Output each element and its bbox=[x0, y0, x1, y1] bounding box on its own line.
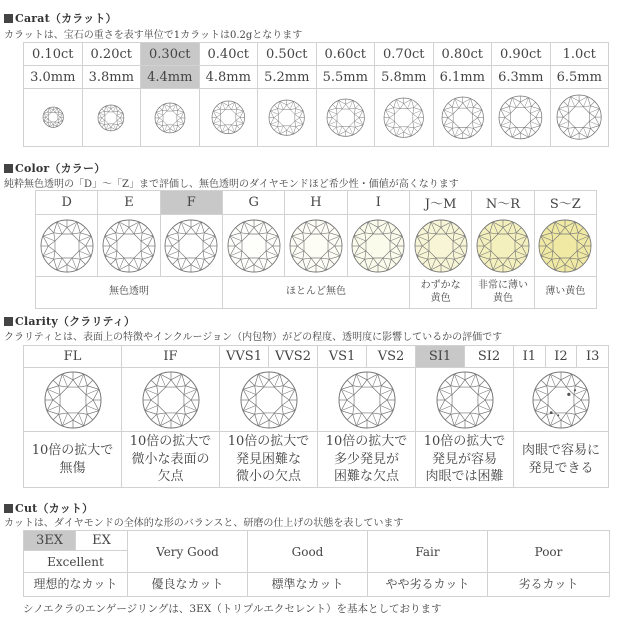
color-gem-cell-1 bbox=[98, 215, 160, 277]
carat-weight-9: 1.0ct bbox=[550, 43, 609, 66]
diamond-icon bbox=[153, 101, 187, 135]
clarity-note-4: 10倍の拡大で 発見が容易 肉眼では困難 bbox=[416, 432, 514, 488]
carat-gem-cell-3 bbox=[199, 89, 258, 147]
carat-diameter-8: 6.3mm bbox=[492, 66, 551, 89]
color-gem-cell-0 bbox=[36, 215, 98, 277]
cut-footer-note: シノエクラのエンゲージリングは、3EX（トリプルエクセレント）を基本としております bbox=[23, 603, 442, 615]
cut-grade-poor: Poor bbox=[488, 531, 610, 573]
carat-gem-cell-5 bbox=[316, 89, 375, 147]
cut-description: カットは、ダイヤモンドの全体的な形のバランスと、研磨の仕上げの状態を表しています bbox=[4, 518, 404, 529]
diamond-icon bbox=[531, 370, 591, 430]
clarity-gem-cell-2 bbox=[220, 368, 318, 432]
color-table bbox=[35, 190, 597, 309]
carat-gem-cell-7 bbox=[433, 89, 492, 147]
clarity-grade-5: VS2 bbox=[367, 346, 416, 368]
square-bullet-icon bbox=[4, 504, 13, 513]
carat-weight-6: 0.70ct bbox=[375, 43, 434, 66]
color-description: 純粋無色透明の「D」～「Z」まで評価し、無色透明のダイヤモンドほど希少性・価値が高くなります bbox=[4, 179, 459, 190]
clarity-gem-cell-0 bbox=[24, 368, 122, 432]
color-gem-cell-4 bbox=[285, 215, 347, 277]
clarity-section-title: Clarity（クラリティ） bbox=[4, 313, 135, 329]
cut-grade-excellent: Excellent bbox=[24, 551, 128, 573]
cut-note-poor: 劣るカット bbox=[488, 573, 610, 597]
carat-gem-cell-2 bbox=[141, 89, 200, 147]
color-section-title: Color（カラー） bbox=[4, 160, 105, 176]
clarity-table bbox=[23, 345, 609, 488]
clarity-note-2: 10倍の拡大で 発見困難な 微小の欠点 bbox=[220, 432, 318, 488]
clarity-gem-cell-1 bbox=[122, 368, 220, 432]
square-bullet-icon bbox=[4, 317, 13, 326]
color-grade-3: G bbox=[222, 191, 284, 215]
clarity-description: クラリティとは、表面上の特徴やインクルージョン（内包物）がどの程度、透明度に影響しているかの評価です bbox=[4, 332, 503, 343]
carat-gem-cell-8 bbox=[492, 89, 551, 147]
clarity-grade-8: I1 bbox=[514, 346, 546, 368]
color-gem-cell-8 bbox=[534, 215, 596, 277]
clarity-grade-2: VVS1 bbox=[220, 346, 269, 368]
carat-table bbox=[23, 42, 609, 147]
carat-weight-2: 0.30ct bbox=[141, 43, 200, 66]
cut-note-very-good: 優良なカット bbox=[128, 573, 248, 597]
diamond-icon bbox=[96, 103, 126, 133]
clarity-grade-3: VVS2 bbox=[269, 346, 318, 368]
cut-grade-ex: EX bbox=[76, 531, 128, 551]
carat-weight-0: 0.10ct bbox=[24, 43, 83, 66]
clarity-gem-cell-3 bbox=[318, 368, 416, 432]
diamond-icon bbox=[337, 370, 397, 430]
carat-diameter-0: 3.0mm bbox=[24, 66, 83, 89]
diamond-icon bbox=[475, 218, 531, 274]
square-bullet-icon bbox=[4, 164, 13, 173]
diamond-icon bbox=[39, 218, 95, 274]
color-grade-7: N～R bbox=[472, 191, 534, 215]
cut-grade-fair: Fair bbox=[368, 531, 488, 573]
diamond-icon bbox=[537, 218, 593, 274]
clarity-gem-cell-4 bbox=[416, 368, 514, 432]
clarity-grade-1: IF bbox=[122, 346, 220, 368]
carat-gem-cell-4 bbox=[258, 89, 317, 147]
carat-weight-5: 0.60ct bbox=[316, 43, 375, 66]
diamond-icon bbox=[555, 93, 603, 141]
clarity-note-0: 10倍の拡大で 無傷 bbox=[24, 432, 122, 488]
color-grade-0: D bbox=[36, 191, 98, 215]
square-bullet-icon bbox=[4, 14, 13, 23]
diamond-icon bbox=[163, 218, 219, 274]
carat-diameter-5: 5.5mm bbox=[316, 66, 375, 89]
carat-gem-cell-1 bbox=[82, 89, 141, 147]
cut-grade-3ex: 3EX bbox=[24, 531, 76, 551]
color-gem-cell-3 bbox=[222, 215, 284, 277]
color-grade-4: H bbox=[285, 191, 347, 215]
color-grade-1: E bbox=[98, 191, 160, 215]
diamond-icon bbox=[413, 218, 469, 274]
color-gem-cell-2 bbox=[160, 215, 222, 277]
diamond-icon bbox=[288, 218, 344, 274]
clarity-note-1: 10倍の拡大で 微小な表面の 欠点 bbox=[122, 432, 220, 488]
carat-weight-3: 0.40ct bbox=[199, 43, 258, 66]
diamond-icon bbox=[382, 96, 425, 139]
clarity-grade-7: SI2 bbox=[465, 346, 514, 368]
carat-diameter-4: 5.2mm bbox=[258, 66, 317, 89]
carat-diameter-3: 4.8mm bbox=[199, 66, 258, 89]
color-gem-cell-6 bbox=[409, 215, 471, 277]
carat-diameter-9: 6.5mm bbox=[550, 66, 609, 89]
carat-description: カラットは、宝石の重さを表す単位で1カラットは0.2gとなります bbox=[4, 30, 303, 41]
clarity-grade-6: SI1 bbox=[416, 346, 465, 368]
cut-table bbox=[23, 530, 610, 597]
carat-weight-4: 0.50ct bbox=[258, 43, 317, 66]
cut-note-excellent: 理想的なカット bbox=[24, 573, 128, 597]
color-gem-cell-7 bbox=[472, 215, 534, 277]
carat-diameter-6: 5.8mm bbox=[375, 66, 434, 89]
color-group-4: 薄い黄色 bbox=[534, 277, 596, 309]
diamond-icon bbox=[141, 370, 201, 430]
cut-note-good: 標準なカット bbox=[248, 573, 368, 597]
diamond-icon bbox=[226, 218, 282, 274]
clarity-grade-0: FL bbox=[24, 346, 122, 368]
carat-diameter-1: 3.8mm bbox=[82, 66, 141, 89]
carat-diameter-7: 6.1mm bbox=[433, 66, 492, 89]
carat-section-title: Carat（カラット） bbox=[4, 10, 117, 26]
diamond-icon bbox=[325, 97, 366, 138]
clarity-note-5: 肉眼で容易に 発見できる bbox=[514, 432, 609, 488]
diamond-icon bbox=[497, 94, 544, 141]
clarity-gem-cell-5 bbox=[514, 368, 609, 432]
diamond-icon bbox=[435, 370, 495, 430]
cut-section-title: Cut（カット） bbox=[4, 500, 93, 516]
carat-weight-8: 0.90ct bbox=[492, 43, 551, 66]
color-grade-5: I bbox=[347, 191, 409, 215]
diamond-icon bbox=[210, 99, 247, 136]
diamond-icon bbox=[440, 95, 485, 140]
color-group-1: ほとんど無色 bbox=[222, 277, 409, 309]
diamond-icon bbox=[101, 218, 157, 274]
color-grade-2: F bbox=[160, 191, 222, 215]
cut-grade-good: Good bbox=[248, 531, 368, 573]
color-group-3: 非常に薄い 黄色 bbox=[472, 277, 534, 309]
cut-grade-very-good: Very Good bbox=[128, 531, 248, 573]
color-grade-8: S～Z bbox=[534, 191, 596, 215]
clarity-grade-9: I2 bbox=[545, 346, 577, 368]
color-group-2: わずかな 黄色 bbox=[409, 277, 471, 309]
clarity-grade-10: I3 bbox=[577, 346, 609, 368]
clarity-grade-4: VS1 bbox=[318, 346, 367, 368]
color-grade-6: J～M bbox=[409, 191, 471, 215]
diamond-icon bbox=[43, 370, 103, 430]
color-group-0: 無色透明 bbox=[36, 277, 223, 309]
carat-weight-1: 0.20ct bbox=[82, 43, 141, 66]
diamond-icon bbox=[41, 105, 65, 129]
cut-note-fair: やや劣るカット bbox=[368, 573, 488, 597]
color-gem-cell-5 bbox=[347, 215, 409, 277]
diamond-icon bbox=[267, 98, 306, 137]
carat-diameter-2: 4.4mm bbox=[141, 66, 200, 89]
carat-gem-cell-6 bbox=[375, 89, 434, 147]
carat-gem-cell-0 bbox=[24, 89, 83, 147]
diamond-icon bbox=[239, 370, 299, 430]
clarity-note-3: 10倍の拡大で 多少発見が 困難な欠点 bbox=[318, 432, 416, 488]
diamond-icon bbox=[350, 218, 406, 274]
carat-weight-7: 0.80ct bbox=[433, 43, 492, 66]
carat-gem-cell-9 bbox=[550, 89, 609, 147]
